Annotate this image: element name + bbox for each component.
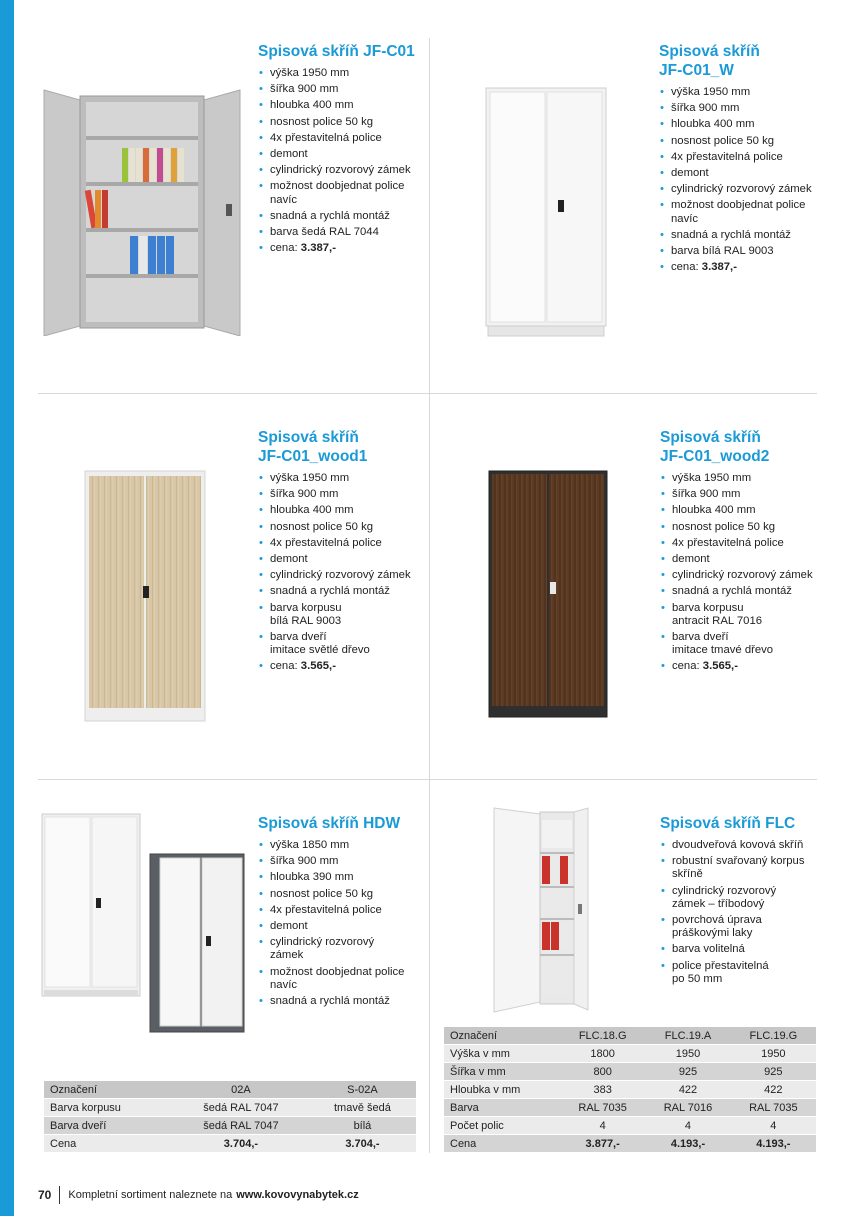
spec-item: • demont bbox=[258, 920, 428, 933]
spec-item: • možnost doobjednat police navíc bbox=[258, 180, 428, 206]
footer-separator bbox=[59, 1186, 60, 1204]
table-row bbox=[444, 1099, 816, 1117]
table-cell: FLC.19.G bbox=[731, 1027, 816, 1045]
spec-item: • nosnost police 50 kg bbox=[660, 521, 830, 534]
table-cell: Označení bbox=[444, 1027, 560, 1045]
table-cell: Počet polic bbox=[444, 1117, 560, 1135]
table-cell: 422 bbox=[731, 1081, 816, 1099]
spec-item: • dvoudveřová kovová skříň bbox=[660, 839, 830, 852]
footer-website-link[interactable]: www.kovovynabytek.cz bbox=[236, 1189, 359, 1201]
spec-item: • šířka 900 mm bbox=[258, 488, 428, 501]
spec-item: • barva volitelná bbox=[660, 943, 830, 956]
table-cell: 4 bbox=[731, 1117, 816, 1135]
table-row bbox=[44, 1099, 416, 1117]
table-cell: 3.877,- bbox=[560, 1135, 645, 1153]
table-cell: šedá RAL 7047 bbox=[173, 1099, 309, 1117]
table-row bbox=[444, 1063, 816, 1081]
spec-item: • cylindrický rozvorový zámek bbox=[258, 936, 428, 962]
table-row bbox=[444, 1135, 816, 1153]
table-cell: 3.704,- bbox=[173, 1135, 309, 1153]
spec-item: • 4x přestavitelná police bbox=[258, 904, 428, 917]
spec-item: • šířka 900 mm bbox=[659, 102, 829, 115]
spec-list bbox=[659, 86, 829, 274]
page-number: 70 bbox=[38, 1188, 52, 1202]
spec-list bbox=[258, 839, 428, 1008]
spec-item: • hloubka 400 mm bbox=[258, 504, 428, 517]
footer-text: Kompletní sortiment naleznete na bbox=[68, 1189, 233, 1201]
table-cell: Označení bbox=[44, 1081, 173, 1099]
table-row bbox=[44, 1117, 416, 1135]
spec-item: • šířka 900 mm bbox=[660, 488, 830, 501]
spec-item: • demont bbox=[258, 148, 428, 161]
table-cell: Výška v mm bbox=[444, 1045, 560, 1063]
spec-item: • 4x přestavitelná police bbox=[258, 132, 428, 145]
spec-item: • hloubka 400 mm bbox=[258, 99, 428, 112]
table-cell: FLC.19.A bbox=[645, 1027, 730, 1045]
price-label: cena: bbox=[270, 660, 298, 673]
spec-item: • možnost doobjednat police navíc bbox=[659, 199, 829, 225]
price-label: cena: bbox=[270, 242, 298, 255]
table-cell: 1950 bbox=[645, 1045, 730, 1063]
dark-wood-cabinet-image bbox=[488, 470, 608, 718]
divider-row-2 bbox=[38, 779, 817, 780]
table-cell: Cena bbox=[44, 1135, 173, 1153]
table-cell: šedá RAL 7047 bbox=[173, 1117, 309, 1135]
spec-item: • 4x přestavitelná police bbox=[659, 151, 829, 164]
spec-item: • šířka 900 mm bbox=[258, 83, 428, 96]
spec-item: • snadná a rychlá montáž bbox=[258, 585, 428, 598]
table-cell: Cena bbox=[444, 1135, 560, 1153]
spec-item: • 4x přestavitelná police bbox=[258, 537, 428, 550]
spec-item: • barva dveří imitace světlé dřevo bbox=[258, 631, 428, 657]
table-cell: RAL 7035 bbox=[731, 1099, 816, 1117]
spec-item: • hloubka 390 mm bbox=[258, 871, 428, 884]
table-cell: bílá bbox=[309, 1117, 416, 1135]
spec-list bbox=[258, 67, 428, 255]
spec-item: • nosnost police 50 kg bbox=[258, 888, 428, 901]
price-value: 3.387,- bbox=[701, 261, 737, 274]
product-jf-c01-wood1 bbox=[258, 428, 428, 677]
spec-item: • nosnost police 50 kg bbox=[258, 521, 428, 534]
table-cell: 383 bbox=[560, 1081, 645, 1099]
spec-item: • robustní svařovaný korpus skříně bbox=[660, 855, 830, 881]
spec-item: • demont bbox=[660, 553, 830, 566]
table-row bbox=[44, 1081, 416, 1099]
table-cell: 02A bbox=[173, 1081, 309, 1099]
product-title: Spisová skříň JF-C01_wood1 bbox=[258, 429, 368, 465]
table-cell: 925 bbox=[731, 1063, 816, 1081]
light-wood-cabinet-image bbox=[84, 470, 206, 722]
price-label: cena: bbox=[672, 660, 700, 673]
table-cell: 3.704,- bbox=[309, 1135, 416, 1153]
product-jf-c01-wood2 bbox=[660, 428, 830, 677]
product-flc bbox=[660, 814, 830, 989]
spec-item: • police přestavitelná po 50 mm bbox=[660, 960, 830, 986]
spec-item: • cylindrický rozvorový zámek bbox=[258, 569, 428, 582]
table-cell: 4.193,- bbox=[731, 1135, 816, 1153]
spec-item: • výška 1950 mm bbox=[258, 67, 428, 80]
table-cell: 4 bbox=[560, 1117, 645, 1135]
table-cell: FLC.18.G bbox=[560, 1027, 645, 1045]
table-cell: Hloubka v mm bbox=[444, 1081, 560, 1099]
table-cell: tmavě šedá bbox=[309, 1099, 416, 1117]
table-row bbox=[444, 1117, 816, 1135]
spec-item: • výška 1950 mm bbox=[659, 86, 829, 99]
table-row bbox=[44, 1135, 416, 1153]
product-jf-c01 bbox=[258, 42, 428, 258]
open-grey-cabinet-image bbox=[42, 86, 242, 336]
spec-item: • výška 1850 mm bbox=[258, 839, 428, 852]
table-cell: 1800 bbox=[560, 1045, 645, 1063]
price-item bbox=[258, 660, 428, 673]
product-hdw bbox=[258, 814, 428, 1011]
table-cell: RAL 7016 bbox=[645, 1099, 730, 1117]
spec-item: • nosnost police 50 kg bbox=[258, 116, 428, 129]
spec-item: • možnost doobjednat police navíc bbox=[258, 966, 428, 992]
price-value: 3.565,- bbox=[702, 660, 738, 673]
two-cabinets-image bbox=[40, 812, 246, 1034]
spec-item: • snadná a rychlá montáž bbox=[659, 229, 829, 242]
open-white-cabinet-binders-image bbox=[492, 806, 594, 1014]
spec-item: • hloubka 400 mm bbox=[659, 118, 829, 131]
spec-item: • cylindrický rozvorový zámek bbox=[660, 569, 830, 582]
spec-item: • cylindrický rozvorový zámek bbox=[659, 183, 829, 196]
table-cell: S-02A bbox=[309, 1081, 416, 1099]
flc-spec-table bbox=[444, 1027, 816, 1153]
spec-item: • snadná a rychlá montáž bbox=[258, 210, 428, 223]
product-title: Spisová skříň FLC bbox=[660, 815, 796, 832]
table-cell: Barva bbox=[444, 1099, 560, 1117]
table-cell: Barva korpusu bbox=[44, 1099, 173, 1117]
table-row bbox=[444, 1045, 816, 1063]
table-cell: 4.193,- bbox=[645, 1135, 730, 1153]
spec-item: • 4x přestavitelná police bbox=[660, 537, 830, 550]
spec-item: • šířka 900 mm bbox=[258, 855, 428, 868]
page-footer bbox=[38, 1186, 359, 1204]
spec-item: • barva bílá RAL 9003 bbox=[659, 245, 829, 258]
spec-item: • výška 1950 mm bbox=[660, 472, 830, 485]
spec-item: • barva korpusu bílá RAL 9003 bbox=[258, 602, 428, 628]
table-cell: 800 bbox=[560, 1063, 645, 1081]
spec-item: • povrchová úprava práškovými laky bbox=[660, 914, 830, 940]
spec-item: • demont bbox=[659, 167, 829, 180]
product-jf-c01-w bbox=[659, 42, 829, 277]
table-cell: Barva dveří bbox=[44, 1117, 173, 1135]
spec-item: • hloubka 400 mm bbox=[660, 504, 830, 517]
divider-row-1 bbox=[38, 393, 817, 394]
spec-list bbox=[258, 472, 428, 674]
spec-item: • barva dveří imitace tmavé dřevo bbox=[660, 631, 830, 657]
product-title: Spisová skříň JF-C01 bbox=[258, 43, 415, 60]
table-cell: 925 bbox=[645, 1063, 730, 1081]
product-title: Spisová skříň JF-C01_wood2 bbox=[660, 429, 770, 465]
product-title: Spisová skříň HDW bbox=[258, 815, 401, 832]
spec-list bbox=[660, 472, 830, 674]
price-value: 3.387,- bbox=[300, 242, 336, 255]
spec-item: • demont bbox=[258, 553, 428, 566]
price-item bbox=[659, 261, 829, 274]
side-accent-bar bbox=[0, 0, 14, 1216]
white-cabinet-image bbox=[484, 86, 608, 338]
spec-item: • barva korpusu antracit RAL 7016 bbox=[660, 602, 830, 628]
product-title: Spisová skříň JF-C01_W bbox=[659, 43, 760, 79]
spec-item: • barva šedá RAL 7044 bbox=[258, 226, 428, 239]
price-item bbox=[660, 660, 830, 673]
hdw-spec-table bbox=[44, 1081, 416, 1153]
spec-item: • snadná a rychlá montáž bbox=[660, 585, 830, 598]
table-cell: 4 bbox=[645, 1117, 730, 1135]
spec-item: • výška 1950 mm bbox=[258, 472, 428, 485]
spec-item: • cylindrický rozvorový zámek bbox=[258, 164, 428, 177]
table-cell: 422 bbox=[645, 1081, 730, 1099]
spec-list bbox=[660, 839, 830, 986]
spec-item: • snadná a rychlá montáž bbox=[258, 995, 428, 1008]
spec-item: • cylindrický rozvorový zámek – tříbodový bbox=[660, 885, 830, 911]
price-label: cena: bbox=[671, 261, 699, 274]
price-item bbox=[258, 242, 428, 255]
table-row bbox=[444, 1027, 816, 1045]
table-cell: RAL 7035 bbox=[560, 1099, 645, 1117]
divider-column bbox=[429, 38, 430, 1153]
price-value: 3.565,- bbox=[300, 660, 336, 673]
table-cell: Šířka v mm bbox=[444, 1063, 560, 1081]
table-row bbox=[444, 1081, 816, 1099]
table-cell: 1950 bbox=[731, 1045, 816, 1063]
spec-item: • nosnost police 50 kg bbox=[659, 135, 829, 148]
